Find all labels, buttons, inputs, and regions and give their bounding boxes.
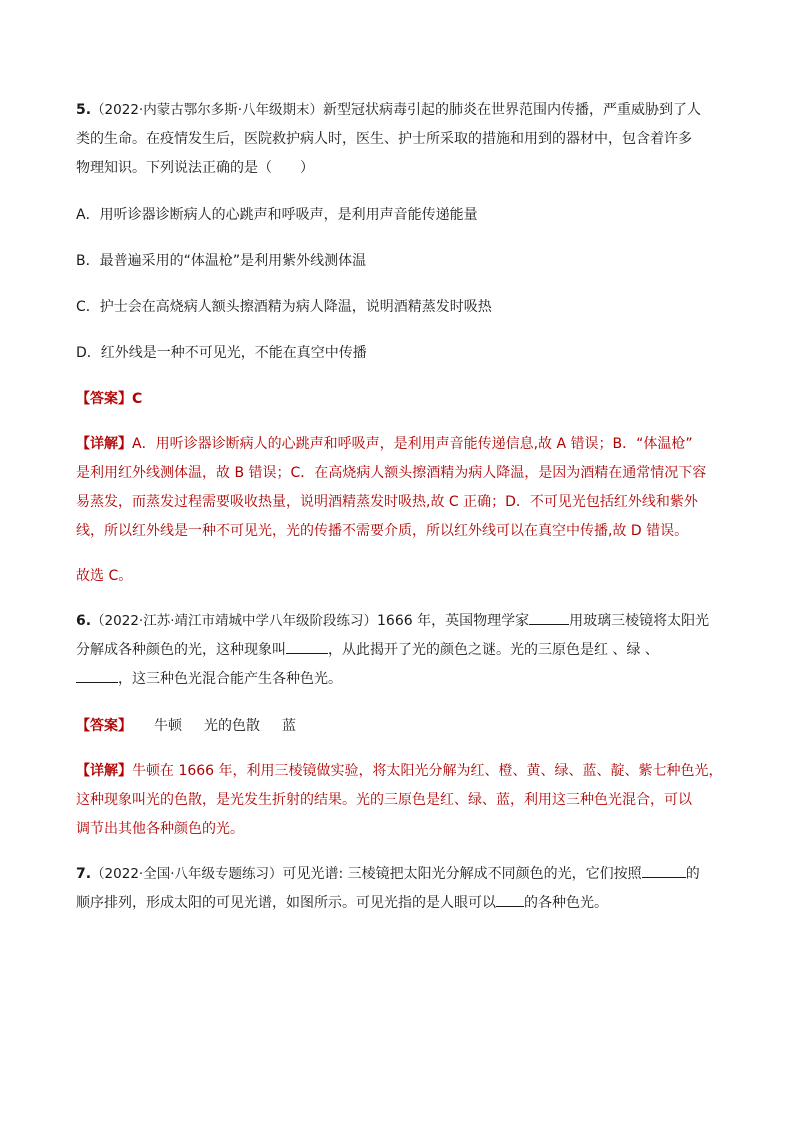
stem-line: 新型冠状病毒引起的肺炎在世界范围内传播，严重威胁到了人 (323, 102, 702, 118)
option-b: B．最普遍采用的“体温枪”是利用紫外线测体温 (76, 253, 367, 269)
answer-value: C (132, 391, 143, 407)
detail-explanation (76, 757, 726, 844)
conclusion: 故选 C。 (76, 568, 133, 584)
answer-blank (286, 637, 328, 654)
question-source: （2022·江苏·靖江市靖城中学八年级阶段练习） (91, 613, 378, 629)
question-6 (76, 607, 726, 844)
question-5 (76, 96, 726, 591)
question-source: （2022·内蒙古鄂尔多斯·八年级期末） (91, 102, 324, 118)
option-a: A．用听诊器诊断病人的心跳声和呼吸声，是利用声音能传递能量 (76, 207, 478, 223)
detail-line: 调节出其他各种颜色的光。 (76, 821, 244, 837)
answer-blank (76, 666, 118, 683)
stem-text: 可见光谱: 三棱镜把太阳光分解成不同颜色的光，它们按照 (282, 866, 642, 882)
detail-label: 【详解】 (76, 436, 132, 452)
answer-value: 牛顿 (154, 718, 182, 734)
answer-label: 【答案】 (76, 718, 132, 734)
question-number: 6. (76, 613, 92, 629)
detail-line: A．用听诊器诊断病人的心跳声和呼吸声，是利用声音能传递信息,故 A 错误；B．“体温枪” (132, 436, 693, 452)
question-number: 7. (76, 866, 92, 882)
stem-line: 类的生命。在疫情发生后，医院救护病人时，医生、护士所采取的措施和用到的器材中，包含着许多 (76, 131, 692, 147)
stem-text: ，从此揭开了光的颜色之谜。光的三原色是红 、绿 、 (328, 642, 659, 658)
question-6-stem (76, 607, 726, 694)
stem-text: 1666 年，英国物理学家 (377, 613, 530, 629)
answer-line (76, 385, 726, 414)
detail-explanation (76, 430, 726, 546)
answer-blank (529, 608, 569, 625)
question-source: （2022·全国·八年级专题练习） (91, 866, 283, 882)
stem-line: 物理知识。下列说法正确的是（ ） (76, 160, 314, 176)
detail-line: 线，所以红外线是一种不可见光，光的传播不需要介质，所以红外线可以在真空中传播,故 D 错误。 (76, 523, 689, 539)
detail-line: 牛顿在 1666 年，利用三棱镜做实验，将太阳光分解为红、橙、黄、绿、蓝、靛、紫七种色光， (132, 763, 723, 779)
stem-text: 的各种色光。 (524, 895, 608, 911)
document-page (76, 96, 726, 936)
answer-blank (642, 861, 686, 878)
answer-line (76, 712, 726, 741)
answer-value: 光的色散 (204, 718, 260, 734)
stem-text: 顺序排列，形成太阳的可见光谱，如图所示。可见光指的是人眼可以 (76, 895, 496, 911)
option-d: D．红外线是一种不可见光，不能在真空中传播 (76, 345, 367, 361)
question-number: 5. (76, 102, 92, 118)
stem-text: 分解成各种颜色的光，这种现象叫 (76, 642, 286, 658)
question-7 (76, 860, 726, 918)
stem-text: ，这三种色光混合能产生各种色光。 (118, 671, 342, 687)
detail-line: 易蒸发，而蒸发过程需要吸收热量，说明酒精蒸发时吸热,故 C 正确；D．不可见光包括红外线和紫外 (76, 494, 698, 510)
option-c: C．护士会在高烧病人额头擦酒精为病人降温，说明酒精蒸发时吸热 (76, 299, 492, 315)
stem-text: 的 (685, 866, 700, 882)
detail-line: 这种现象叫光的色散，是光发生折射的结果。光的三原色是红、绿、蓝，利用这三种色光混合，可以 (76, 792, 692, 808)
stem-text: 用玻璃三棱镜将太阳光 (569, 613, 710, 629)
detail-label: 【详解】 (76, 763, 132, 779)
answer-blank (496, 890, 524, 907)
answer-label: 【答案】 (76, 391, 132, 407)
detail-line: 是利用红外线测体温，故 B 错误；C．在高烧病人额头擦酒精为病人降温，是因为酒精在通常情况下容 (76, 465, 707, 481)
question-7-stem (76, 860, 726, 918)
question-5-stem (76, 96, 726, 183)
answer-value: 蓝 (282, 718, 296, 734)
